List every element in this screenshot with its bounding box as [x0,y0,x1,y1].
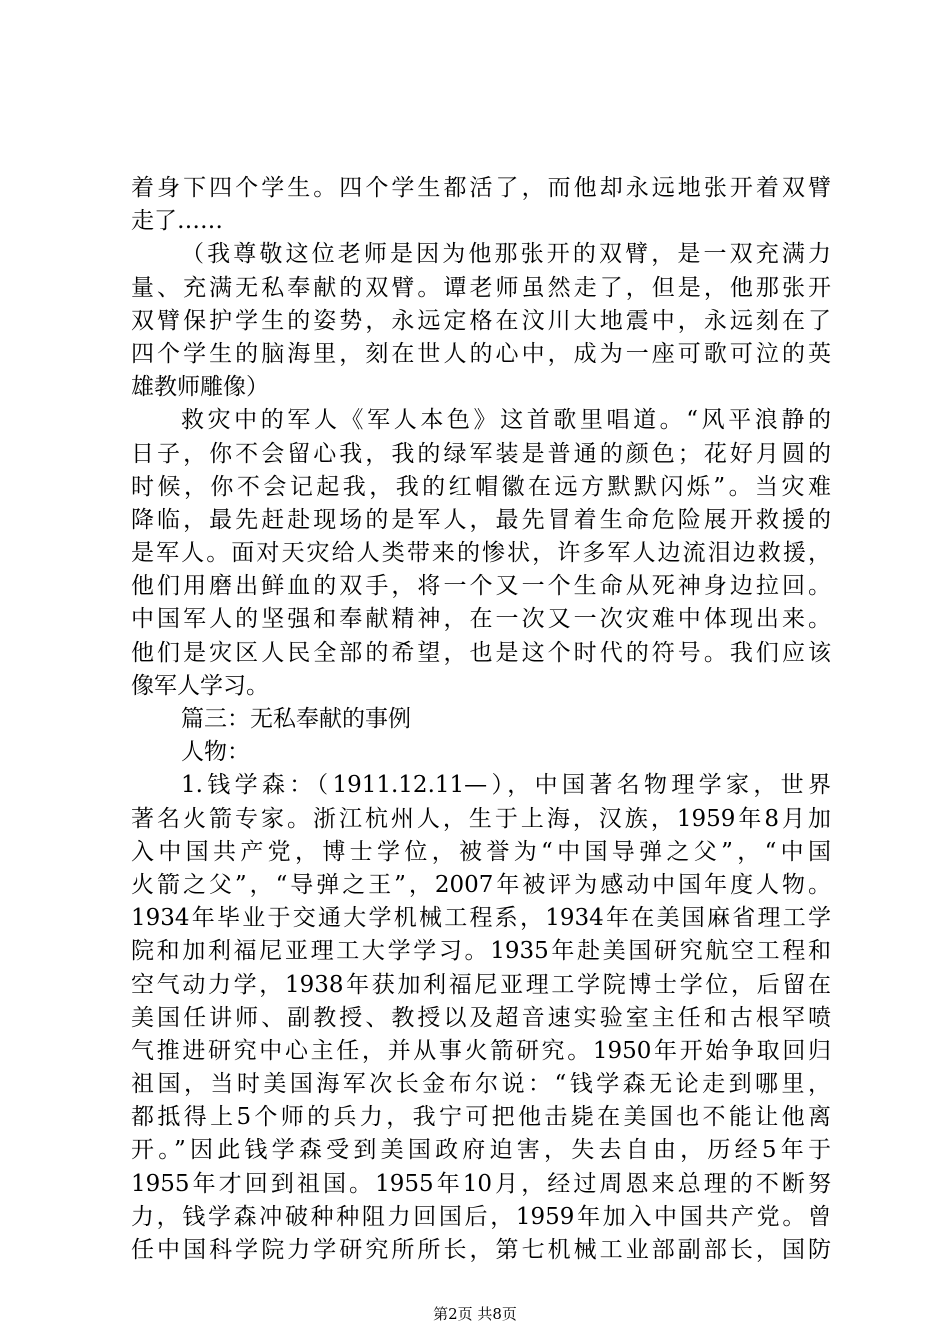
text-line: 像军人学习。 [131,672,269,699]
text-line: 雄教师雕像） [131,374,269,401]
text-line: 量、充满无私奉献的双臂。谭老师虽然走了，但是，他那张开 [131,274,831,301]
text-line: 任中国科学院力学研究所所长，第七机械工业部副部长，国防 [131,1237,831,1263]
text-line: 日子，你不会留心我，我的绿军装是普通的颜色；花好月圆的 [131,440,831,467]
text-line: 1.钱学森：（1911.12.11—），中国著名物理学家，世界 [181,772,831,799]
document-body [131,172,831,1267]
text-line: 他们是灾区人民全部的希望，也是这个时代的符号。我们应该 [131,639,831,666]
text-line: 着身下四个学生。四个学生都活了，而他却永远地张开着双臂 [131,175,831,201]
text-line: 力，钱学森冲破种种阻力回国后，1959年加入中国共产党。曾 [131,1203,831,1230]
text-line: 救灾中的军人《军人本色》这首歌里唱道。“风平浪静的 [181,407,831,434]
text-line: 院和加利福尼亚理工大学学习。1935年赴美国研究航空工程和 [131,938,831,965]
text-line: 双臂保护学生的姿势，永远定格在汶川大地震中，永远刻在了 [131,307,831,334]
text-line: 是军人。面对天灾给人类带来的惨状，许多军人边流泪边救援， [131,540,831,567]
text-line: 祖国，当时美国海军次长金布尔说：“钱学森无论走到哪里， [131,1071,831,1098]
page-footer: 第2页 共8页 [433,1305,517,1323]
text-line: 时候，你不会记起我，我的红帽徽在远方默默闪烁”。当灾难 [131,473,831,500]
text-line: 入中国共产党，博士学位，被誉为“中国导弹之父”，“中国 [131,838,831,865]
text-line: 气推进研究中心主任，并从事火箭研究。1950年开始争取回归 [131,1037,831,1064]
text-line: 1955年才回到祖国。1955年10月，经过周恩来总理的不断努 [131,1170,831,1197]
text-line: 走了…… [131,208,223,235]
text-line: 美国任讲师、副教授、教授以及超音速实验室主任和古根罕喷 [131,1004,831,1031]
text-line: 著名火箭专家。浙江杭州人，生于上海，汉族，1959年8月加 [131,805,831,832]
text-line: 空气动力学，1938年获加利福尼亚理工学院博士学位，后留在 [131,971,831,998]
text-line: 1934年毕业于交通大学机械工程系，1934年在美国麻省理工学 [131,905,831,932]
text-line: 降临，最先赶赴现场的是军人，最先冒着生命危险展开救援的 [131,506,831,533]
text-line: 都抵得上5个师的兵力，我宁可把他击毙在美国也不能让他离 [131,1104,831,1131]
text-line: 开。”因此钱学森受到美国政府迫害，失去自由，历经5年于 [131,1137,831,1164]
text-line: 火箭之父”，“导弹之王”，2007年被评为感动中国年度人物。 [131,871,831,898]
text-line: 人物： [181,739,250,766]
text-line: 篇三：无私奉献的事例 [181,706,411,732]
text-line: （我尊敬这位老师是因为他那张开的双臂，是一双充满力 [181,241,831,268]
text-line: 中国军人的坚强和奉献精神，在一次又一次灾难中体现出来。 [131,606,831,633]
text-line: 四个学生的脑海里，刻在世人的心中，成为一座可歌可泣的英 [131,340,831,367]
text-line: 他们用磨出鲜血的双手，将一个又一个生命从死神身边拉回。 [131,573,831,600]
